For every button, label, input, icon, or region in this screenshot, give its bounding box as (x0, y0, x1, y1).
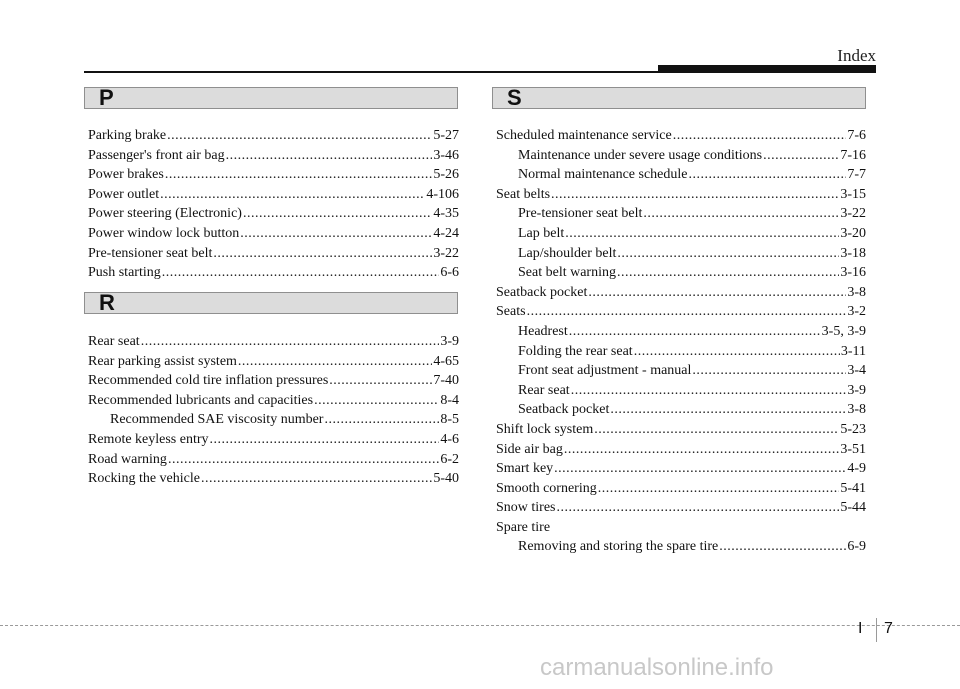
index-subentry (496, 322, 866, 342)
entry-term: Pre-tensioner seat belt (518, 206, 643, 222)
entry-term: Scheduled maintenance service (496, 128, 672, 143)
index-entry (88, 224, 459, 244)
entry-term: Power brakes (88, 167, 164, 183)
index-entry (496, 302, 866, 322)
index-entry (88, 126, 459, 146)
entry-term: Parking brake (88, 128, 167, 143)
entry-term: Seatback pocket (496, 284, 588, 300)
index-subentry (496, 537, 866, 557)
entry-page: 8-4 (440, 392, 459, 408)
dot-leader (210, 430, 440, 450)
entry-page: 6-6 (440, 265, 459, 281)
dot-leader (243, 204, 432, 224)
entry-term: Smart key (496, 461, 554, 477)
index-subentry (496, 361, 866, 381)
entry-page: 3-22 (840, 206, 866, 222)
entry-term: Snow tires (496, 500, 556, 516)
entry-term: Road warning (88, 451, 167, 467)
entry-page: 3-20 (840, 225, 866, 241)
entry-page: 3-15 (840, 186, 866, 202)
entry-page: 7-16 (840, 147, 866, 163)
dot-leader (763, 146, 839, 166)
index-entry (88, 244, 459, 264)
index-subentry (496, 204, 866, 224)
dot-leader (314, 391, 439, 411)
entry-page: 3-16 (840, 265, 866, 281)
entry-page: 4-6 (440, 431, 459, 447)
entry-term: Rear seat (88, 334, 140, 349)
section-letter-s: S (507, 85, 522, 110)
index-entry (496, 479, 866, 499)
dot-leader (554, 459, 846, 479)
entry-term: Remote keyless entry (88, 431, 209, 447)
dot-leader (569, 322, 821, 342)
dot-leader (564, 440, 839, 460)
entry-term: Smooth cornering (496, 480, 597, 496)
entry-page: 4-24 (433, 225, 459, 241)
section-bar-r (84, 292, 458, 314)
dot-leader (610, 400, 846, 420)
footer-page-num: 7 (884, 620, 893, 637)
dot-leader (162, 263, 440, 283)
watermark: carmanualsonline.info (540, 654, 774, 681)
entry-page: 5-44 (840, 500, 866, 516)
entry-page: 3-4 (847, 363, 866, 379)
entry-term: Rocking the vehicle (88, 471, 200, 487)
index-subentry (496, 244, 866, 264)
entry-page: 7-7 (847, 167, 866, 183)
index-entry (88, 185, 459, 205)
entry-term: Seats (496, 304, 526, 320)
index-subentry (496, 381, 866, 401)
entry-list-p (88, 126, 459, 283)
dot-leader (167, 126, 432, 146)
entry-page: 3-9 (440, 334, 459, 349)
entry-page: 4-65 (433, 353, 459, 369)
dot-leader (588, 283, 846, 303)
entry-term: Passenger's front air bag (88, 147, 225, 163)
index-entry (88, 332, 459, 352)
entry-term: Power steering (Electronic) (88, 206, 242, 222)
entry-page: 6-2 (440, 451, 459, 467)
footer-page-divider (876, 618, 877, 642)
index-entry (496, 420, 866, 440)
entry-term: Power window lock button (88, 225, 240, 241)
entry-page: 4-35 (433, 206, 459, 222)
index-entry (88, 352, 459, 372)
entry-page: 3-22 (433, 245, 459, 261)
footer-section-letter: I (858, 620, 863, 637)
entry-term: Spare tire (496, 519, 551, 535)
dot-leader (141, 332, 440, 352)
page-header-title: Index (837, 46, 876, 65)
dot-leader (324, 410, 439, 430)
entry-term: Push starting (88, 265, 161, 281)
entry-list-r (88, 332, 459, 489)
entry-page: 3-8 (847, 284, 866, 300)
dot-leader (527, 302, 847, 322)
entry-term: Shift lock system (496, 421, 594, 437)
index-entry (496, 498, 866, 518)
dot-leader (238, 352, 432, 372)
header-rule-thin (84, 71, 664, 73)
entry-page: 5-41 (840, 480, 866, 496)
entry-term: Power outlet (88, 186, 160, 202)
dot-leader (565, 224, 839, 244)
index-entry (88, 263, 459, 283)
dot-leader (719, 537, 846, 557)
dot-leader (226, 146, 433, 166)
dot-leader (329, 371, 432, 391)
index-subentry (496, 165, 866, 185)
dot-leader (168, 450, 439, 470)
entry-page: 7-40 (433, 373, 459, 389)
entry-page: 3-46 (433, 147, 459, 163)
section-bar-p (84, 87, 458, 109)
index-subentry (496, 400, 866, 420)
entry-page: 3-2 (847, 304, 866, 320)
header-rule-thick (658, 65, 876, 73)
dot-leader (557, 498, 840, 518)
index-entry (88, 146, 459, 166)
section-letter-p: P (99, 85, 114, 110)
dot-leader (165, 165, 433, 185)
entry-term: Recommended lubricants and capacities (88, 392, 314, 408)
index-subentry (496, 224, 866, 244)
entry-term: Folding the rear seat (518, 343, 633, 359)
dot-leader (571, 381, 847, 401)
index-entry (496, 440, 866, 460)
index-entry (88, 165, 459, 185)
dot-leader (643, 204, 839, 224)
entry-page: 3-51 (840, 441, 866, 457)
index-subentry (88, 410, 459, 430)
entry-page: 7-6 (847, 128, 866, 143)
entry-page: 5-40 (433, 471, 459, 487)
entry-list-s (496, 126, 866, 557)
entry-term: Recommended cold tire inflation pressures (88, 373, 329, 389)
index-entry (496, 283, 866, 303)
dot-leader (594, 420, 839, 440)
section-bar-s (492, 87, 866, 109)
entry-page: 3-18 (840, 245, 866, 261)
dot-leader (692, 361, 846, 381)
dot-leader (673, 126, 847, 146)
entry-page: 8-5 (440, 412, 459, 428)
dot-leader (160, 185, 425, 205)
entry-page: 3-9 (847, 382, 866, 398)
entry-term: Maintenance under severe usage conditions (518, 147, 763, 163)
index-subentry (496, 342, 866, 362)
entry-term: Removing and storing the spare tire (518, 539, 719, 555)
entry-page: 6-9 (847, 539, 866, 555)
index-entry (496, 459, 866, 479)
entry-term: Headrest (518, 323, 568, 339)
entry-page: 3-11 (840, 343, 866, 359)
entry-term: Seat belts (496, 186, 551, 202)
entry-term: Seatback pocket (518, 402, 610, 418)
entry-page: 5-27 (433, 128, 459, 143)
dot-leader (688, 165, 846, 185)
dot-leader (617, 263, 839, 283)
dot-leader (551, 185, 839, 205)
entry-term: Recommended SAE viscosity number (110, 412, 324, 428)
dot-leader (213, 244, 432, 264)
entry-term: Lap/shoulder belt (518, 245, 617, 261)
index-entry (496, 126, 866, 146)
index-entry (88, 391, 459, 411)
dot-leader (634, 342, 840, 362)
entry-term: Side air bag (496, 441, 563, 457)
entry-page: 5-23 (840, 421, 866, 437)
dot-leader (201, 469, 432, 489)
entry-term: Front seat adjustment - manual (518, 363, 692, 379)
entry-page: 3-5, 3-9 (821, 323, 866, 339)
index-entry (496, 185, 866, 205)
index-entry (88, 430, 459, 450)
dot-leader (240, 224, 432, 244)
entry-page: 3-8 (847, 402, 866, 418)
entry-term: Normal maintenance schedule (518, 167, 688, 183)
dot-leader (617, 244, 839, 264)
entry-term: Lap belt (518, 225, 565, 241)
index-entry (88, 469, 459, 489)
entry-page: 5-26 (433, 167, 459, 183)
index-subentry (496, 263, 866, 283)
entry-term: Rear seat (518, 382, 570, 398)
dot-leader (598, 479, 840, 499)
index-entry-heading (496, 518, 866, 538)
index-entry (88, 204, 459, 224)
entry-term: Pre-tensioner seat belt (88, 245, 213, 261)
entry-page: 4-9 (847, 461, 866, 477)
entry-term: Seat belt warning (518, 265, 616, 281)
index-entry (88, 371, 459, 391)
entry-term: Rear parking assist system (88, 353, 237, 369)
entry-page: 4-106 (426, 186, 459, 202)
footer-dashed-rule (0, 625, 960, 626)
index-subentry (496, 146, 866, 166)
index-entry (88, 450, 459, 470)
section-letter-r: R (99, 290, 115, 315)
